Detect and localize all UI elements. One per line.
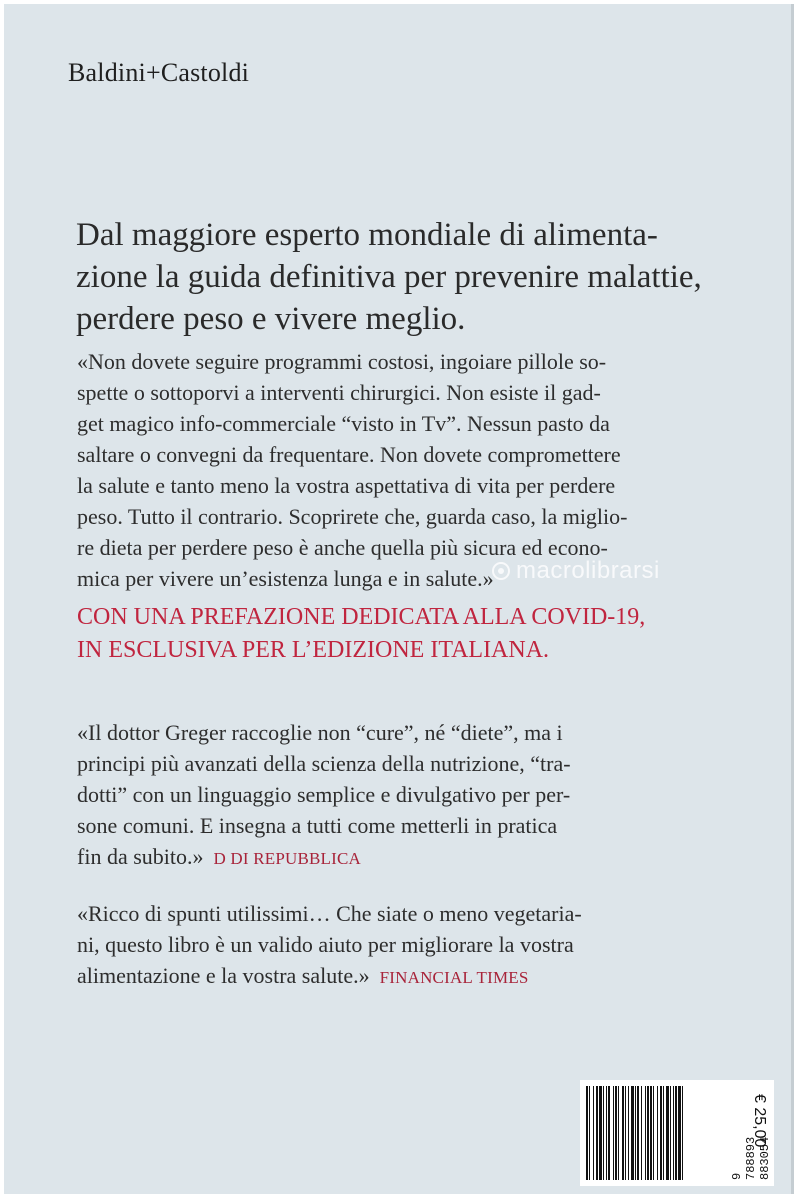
quote-line: dotti” con un linguaggio semplice e divulgativo per per- xyxy=(77,782,571,807)
quote-line: peso. Tutto il contrario. Scoprirete che, guarda caso, la miglio- xyxy=(77,504,628,529)
price-label: € 25,00 xyxy=(751,1094,768,1148)
quote-line: get magico info-commerciale “visto in Tv”. Nessun pasto da xyxy=(77,411,610,436)
quote-line: re dieta per perdere peso è anche quella più sicura ed econo- xyxy=(77,535,608,560)
quote-last-line: fin da subito.» xyxy=(77,844,204,869)
quote-source: FINANCIAL TIMES xyxy=(379,968,529,987)
watermark xyxy=(492,557,660,585)
headline-line: Dal maggiore esperto mondiale di alimenta- xyxy=(76,217,658,253)
quote-line xyxy=(77,841,717,874)
quote-line: sone comuni. E insegna a tutti come metterli in pratica xyxy=(77,813,558,838)
watermark-text: macrolibrarsi xyxy=(516,557,660,584)
review-quote-financial-times xyxy=(77,898,717,993)
quote-line: ni, questo libro è un valido aiuto per migliorare la vostra xyxy=(77,932,574,957)
watermark-logo-icon xyxy=(492,562,510,580)
quote-line: «Il dottor Greger raccoglie non “cure”, né “diete”, ma i xyxy=(77,720,563,745)
quote-line: saltare o convegni da frequentare. Non dovete compromettere xyxy=(77,442,621,467)
book-back-cover xyxy=(4,4,794,1194)
publisher-logo: Baldini+Castoldi xyxy=(68,58,250,87)
quote-last-line: alimentazione e la vostra salute.» xyxy=(77,963,370,988)
quote-line: mica per vivere un’esistenza lunga e in salute.» xyxy=(77,566,494,591)
isbn-barcode xyxy=(580,1080,774,1186)
quote-line: «Non dovete seguire programmi costosi, ingoiare pillole so- xyxy=(77,349,607,374)
quote-line: principi più avanzati della scienza della nutrizione, “tra- xyxy=(77,751,571,776)
barcode-stripe xyxy=(683,1086,685,1180)
preface-note-line: IN ESCLUSIVA PER L’EDIZIONE ITALIANA. xyxy=(77,637,550,663)
quote-line: la salute e tanto meno la vostra aspettativa di vita per perdere xyxy=(77,473,616,498)
quote-source: D DI REPUBBLICA xyxy=(213,849,362,868)
headline-line: perdere peso e vivere meglio. xyxy=(76,301,466,337)
isbn-number: 9 788893 883054 xyxy=(730,1136,772,1180)
barcode-bars xyxy=(586,1086,728,1180)
review-quote-repubblica xyxy=(77,717,717,874)
quote-line: «Ricco di spunti utilissimi… Che siate o meno vegetaria- xyxy=(77,901,582,926)
quote-line xyxy=(77,960,717,993)
preface-note-line: CON UNA PREFAZIONE DEDICATA ALLA COVID-19, xyxy=(77,604,646,630)
preface-note xyxy=(77,601,717,667)
headline-line: zione la guida definitiva per prevenire malattie, xyxy=(76,259,702,295)
quote-line: spette o sottoporvi a interventi chirurgici. Non esiste il gad- xyxy=(77,380,601,405)
headline xyxy=(76,214,716,340)
